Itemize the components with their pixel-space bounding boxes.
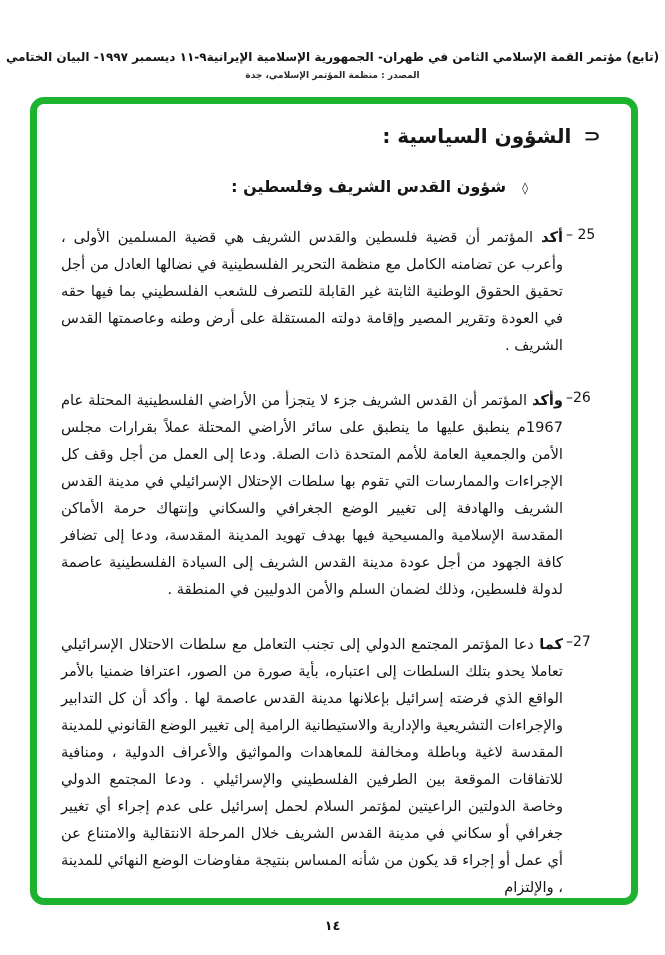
paragraph-25-number: – 25 bbox=[566, 227, 596, 243]
paragraph-27-text bbox=[61, 631, 563, 901]
page-number: ١٤ bbox=[324, 919, 341, 934]
paragraph-list bbox=[61, 224, 615, 901]
paragraph-26-number: –26 bbox=[566, 390, 591, 406]
paragraph-26-text bbox=[61, 387, 563, 603]
paragraph-26 bbox=[61, 387, 615, 603]
diamond-bullet-icon: ◊ bbox=[522, 180, 528, 195]
paragraph-27-lead: كما bbox=[539, 636, 564, 653]
document-header bbox=[0, 50, 665, 81]
paragraph-27-body: دعا المؤتمر المجتمع الدولي إلى تجنب التعامل مع سلطات الاحتلال الإسرائيلي تعاملا يحدو بتلك السلطات إلى اعتباره، بأية صورة من الصور، اعترافا ضمنيا بالأمر الواقع الذي فرضته إسرائيل بإعلانها مدينة القدس عاصمة لها . وأكد أن كل التدابير والإجراءات التشريعية والإدارية والاستيطانية الرامية إلى تغيير الوضع القانوني للمدينة المقدسة لاغية وباطلة ومخالفة للمعاهدات والمواثيق والأعراف الدولية ، ومنافية للاتفاقات الموقعة بين الطرفين الفلسطيني والإسرائيلي . ودعا المجتمع الدولي وخاصة الدولتين الراعيتين لمؤتمر السلام لحمل إسرائيل على عدم إجراء أي تغيير جغرافي أو سكاني في مدينة القدس الشريف خلال المرحلة الانتقالية والامتناع عن أي عمل أو إجراء قد يكون من شأنه المساس بنتيجة مفاوضات الوضع النهائي للمدينة ، والإلتزام bbox=[61, 636, 563, 896]
section-arrow-icon: ⊂ bbox=[583, 126, 601, 146]
paragraph-27 bbox=[61, 631, 615, 901]
paragraph-25-text bbox=[61, 224, 563, 359]
content-frame bbox=[30, 97, 638, 905]
header-source: المصدر : منظمة المؤتمر الإسلامي، جدة bbox=[245, 71, 420, 81]
section-title: الشؤون السياسية : bbox=[382, 124, 572, 148]
header-title: (تابع) مؤتمر القمة الإسلامي الثامن في طهران- الجمهورية الإسلامية الإيرانية٩-١١ ديسمبر ١٩٩٧- البيان الختامي bbox=[5, 50, 660, 64]
section-title-row bbox=[37, 124, 601, 148]
paragraph-25 bbox=[61, 224, 615, 359]
paragraph-26-body: المؤتمر أن القدس الشريف جزء لا يتجزأ من الأراضي الفلسطينية المحتلة عام 1967م ينطبق عليها ما ينطبق على سائر الأراضي المحتلة عملاً بقرارات مجلس الأمن والجمعية العامة للأمم المتحدة ذات الصلة. ودعا إلى العمل من أجل وقف كل الإجراءات والممارسات التي تقوم بها سلطات الإحتلال الإسرائيلي في مدينة القدس الشريف والهادفة إلى تغيير الوضع الجغرافي والسكاني وإنتهاك حرمة الأماكن المقدسة الإسلامية والمسيحية فيها بهدف تهويد المدينة المقدسة، ودعا إلى تضافر كافة الجهود من أجل عودة مدينة القدس الشريف إلى السيادة الفلسطينية عاصمة لدولة فلسطين، وذلك لضمان السلم والأمن الدوليين في المنطقة . bbox=[61, 392, 563, 598]
paragraph-27-number: –27 bbox=[566, 634, 591, 650]
paragraph-25-lead: أكد bbox=[541, 229, 563, 246]
subsection-title: شؤون القدس الشريف وفلسطين : bbox=[231, 177, 507, 196]
paragraph-25-body: المؤتمر أن قضية فلسطين والقدس الشريف هي قضية المسلمين الأولى ، وأعرب عن تضامنه الكامل مع منظمة التحرير الفلسطينية في نضالها العادل من أجل تحقيق الحقوق الوطنية الثابتة غير القابلة للتصرف للشعب الفلسطيني بما فيها حقه في العودة وتقرير المصير وإقامة دولته المستقلة على أرض وطنه وعاصمتها القدس الشريف . bbox=[61, 229, 563, 354]
subsection-title-row bbox=[37, 177, 528, 196]
paragraph-26-lead: وأكد bbox=[532, 392, 563, 409]
